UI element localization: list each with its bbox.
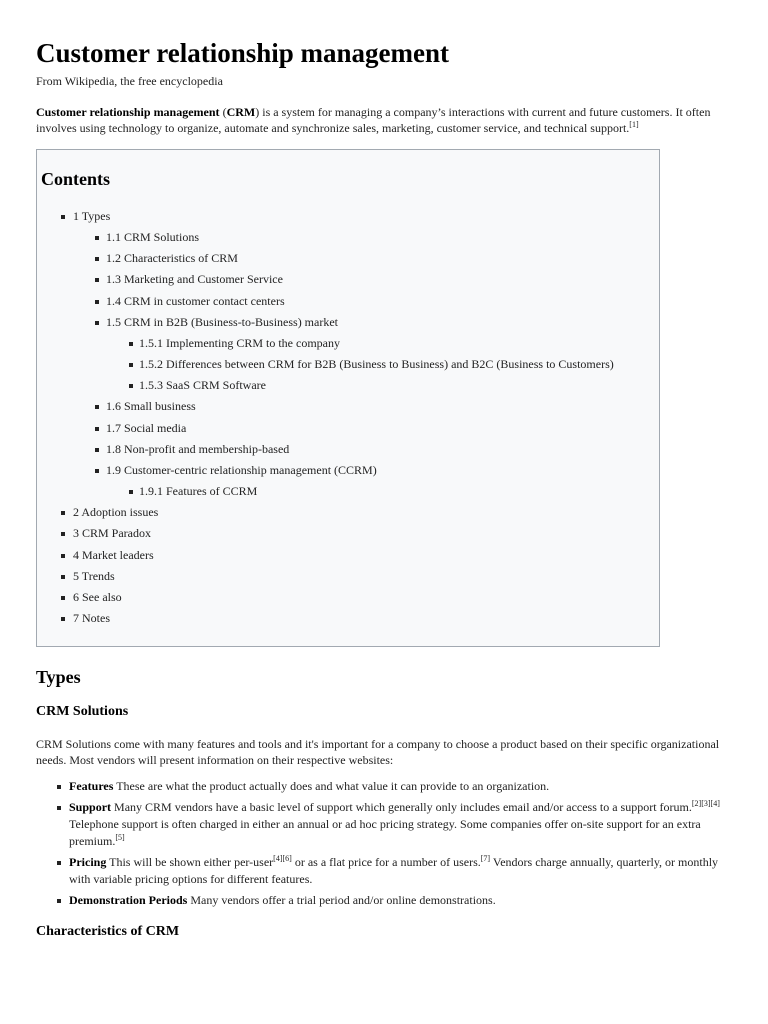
support-text-1: Many CRM vendors have a basic level of support which generally only includes email and/or access to a support forum. [111,800,692,814]
toc-item-non-profit[interactable]: 1.8 Non-profit and membership-based [41,439,655,460]
toc-item-contact-centers[interactable]: 1.4 CRM in customer contact centers [41,291,655,312]
demo-term: Demonstration Periods [69,893,188,907]
toc-heading: Contents [41,169,111,189]
features-term: Features [69,779,114,793]
lead-paren-open: ( [219,105,227,119]
lead-ref-link[interactable]: [1] [629,120,639,129]
crm-solutions-list [36,778,732,909]
pricing-ref-link-1[interactable]: [4][6] [273,854,292,863]
table-of-contents [36,149,660,647]
support-text-2: Telephone support is often charged in either an annual or ad hoc pricing strategy. Some companies offer on-site support for an extra premium. [69,817,701,848]
toc-item-notes[interactable]: 7 Notes [41,608,655,629]
toc-item-adoption[interactable]: 2 Adoption issues [41,502,655,523]
toc-item-paradox[interactable]: 3 CRM Paradox [41,523,655,544]
lead-paragraph [36,104,732,136]
lead-abbr: CRM [226,105,256,119]
support-ref-link-2[interactable]: [5] [115,833,125,842]
toc-item-small-business[interactable]: 1.6 Small business [41,396,655,417]
support-ref-link-1[interactable]: [2][3][4] [691,799,720,808]
crm-solutions-intro: CRM Solutions come with many features and tools and it's important for a company to choose a product based on their specific organizational needs. Most vendors will present information on their respective websites: [36,737,720,767]
toc-item-implementing[interactable]: 1.5.1 Implementing CRM to the company [41,333,655,354]
toc-item-types[interactable]: 1 Types [41,206,655,227]
toc-item-b2b[interactable]: 1.5 CRM in B2B (Business-to-Business) market [41,312,655,333]
toc-item-features-ccrm[interactable]: 1.9.1 Features of CCRM [41,481,655,502]
support-term: Support [69,800,112,814]
lead-text: ) is a system for managing a company’s interactions with current and future customers. It often involves using technology to organize, automate and synchronize sales, marketing, customer service, and technical support. [36,105,711,135]
list-item-demo [36,892,732,909]
list-item-features [36,778,732,795]
list-item-support [36,799,732,850]
toc-item-ccrm[interactable]: 1.9 Customer-centric relationship management (CCRM) [41,460,655,481]
toc-item-saas[interactable]: 1.5.3 SaaS CRM Software [41,375,655,396]
toc-item-marketing[interactable]: 1.3 Marketing and Customer Service [41,269,655,290]
toc-item-market-leaders[interactable]: 4 Market leaders [41,545,655,566]
lead-bold-term: Customer relationship management [36,105,220,119]
subsection-heading-crm-solutions: CRM Solutions [36,704,129,719]
page-title: Customer relationship management [36,38,449,68]
toc-item-see-also[interactable]: 6 See also [41,587,655,608]
features-text: These are what the product actually does and what value it can provide to an organization. [113,779,550,793]
toc-item-characteristics[interactable]: 1.2 Characteristics of CRM [41,248,655,269]
list-item-pricing [36,854,732,888]
toc-item-trends[interactable]: 5 Trends [41,566,655,587]
section-heading-types: Types [36,667,81,687]
pricing-text-3: Vendors charge annually, quarterly, or monthly with variable pricing options for different features. [69,855,719,886]
pricing-term: Pricing [69,855,107,869]
pricing-ref-link-2[interactable]: [7] [480,854,491,863]
toc-item-social-media[interactable]: 1.7 Social media [41,418,655,439]
page-subtitle: From Wikipedia, the free encyclopedia [36,74,223,88]
toc-item-differences[interactable]: 1.5.2 Differences between CRM for B2B (Business to Business) and B2C (Business to Customers) [41,354,655,375]
subsection-heading-characteristics: Characteristics of CRM [36,924,180,939]
demo-text: Many vendors offer a trial period and/or online demonstrations. [187,893,496,907]
toc-list [41,206,655,629]
toc-item-crm-solutions[interactable]: 1.1 CRM Solutions [41,227,655,248]
pricing-text-2: or as a flat price for a number of users. [291,855,481,869]
pricing-text-1: This will be shown either per-user [106,855,274,869]
